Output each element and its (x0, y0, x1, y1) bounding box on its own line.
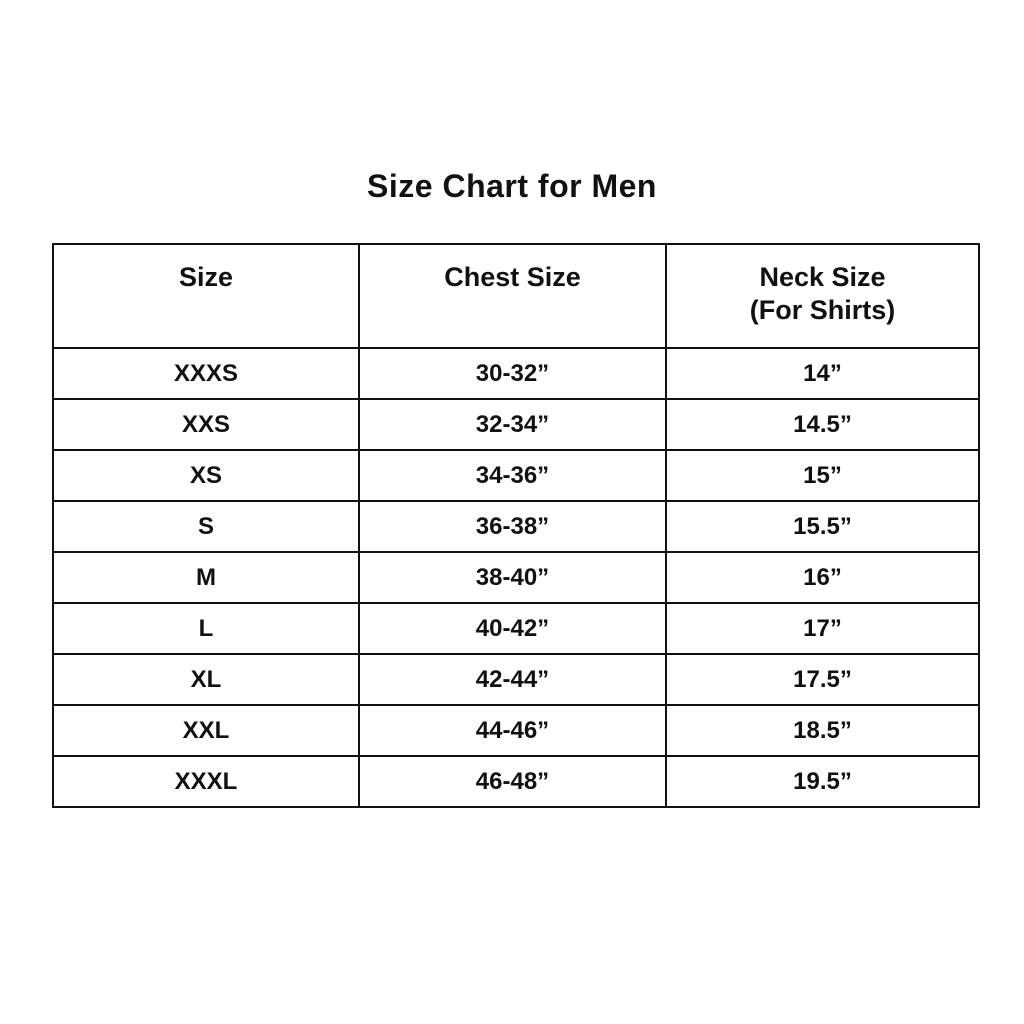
column-header-size: Size (53, 244, 359, 348)
size-chart-table (52, 243, 980, 808)
page-title: Size Chart for Men (367, 168, 657, 204)
chest-size-cell: 32-34” (359, 399, 666, 450)
table-row (53, 756, 979, 807)
chest-size-cell: 42-44” (359, 654, 666, 705)
size-cell: XXXS (53, 348, 359, 399)
size-cell: XXXL (53, 756, 359, 807)
table-row (53, 603, 979, 654)
neck-size-cell: 16” (666, 552, 979, 603)
column-header-neck-size (666, 244, 979, 348)
size-cell: XXS (53, 399, 359, 450)
size-cell: M (53, 552, 359, 603)
neck-size-cell: 15” (666, 450, 979, 501)
neck-size-cell: 18.5” (666, 705, 979, 756)
table-row (53, 654, 979, 705)
neck-size-cell: 15.5” (666, 501, 979, 552)
size-cell: XL (53, 654, 359, 705)
table-row (53, 348, 979, 399)
column-header-neck-size-line2: (For Shirts) (749, 295, 896, 325)
size-cell: L (53, 603, 359, 654)
column-header-neck-size-line1: Neck Size (759, 262, 886, 292)
table-row (53, 399, 979, 450)
chest-size-cell: 46-48” (359, 756, 666, 807)
chest-size-cell: 36-38” (359, 501, 666, 552)
chest-size-cell: 34-36” (359, 450, 666, 501)
table-header-row (53, 244, 979, 348)
table-row (53, 552, 979, 603)
neck-size-cell: 14” (666, 348, 979, 399)
size-cell: XS (53, 450, 359, 501)
table-row (53, 705, 979, 756)
table-row (53, 450, 979, 501)
size-cell: XXL (53, 705, 359, 756)
chest-size-cell: 44-46” (359, 705, 666, 756)
column-header-chest-size: Chest Size (359, 244, 666, 348)
size-cell: S (53, 501, 359, 552)
chest-size-cell: 38-40” (359, 552, 666, 603)
neck-size-cell: 14.5” (666, 399, 979, 450)
chest-size-cell: 30-32” (359, 348, 666, 399)
chest-size-cell: 40-42” (359, 603, 666, 654)
neck-size-cell: 17” (666, 603, 979, 654)
table-row (53, 501, 979, 552)
neck-size-cell: 19.5” (666, 756, 979, 807)
neck-size-cell: 17.5” (666, 654, 979, 705)
